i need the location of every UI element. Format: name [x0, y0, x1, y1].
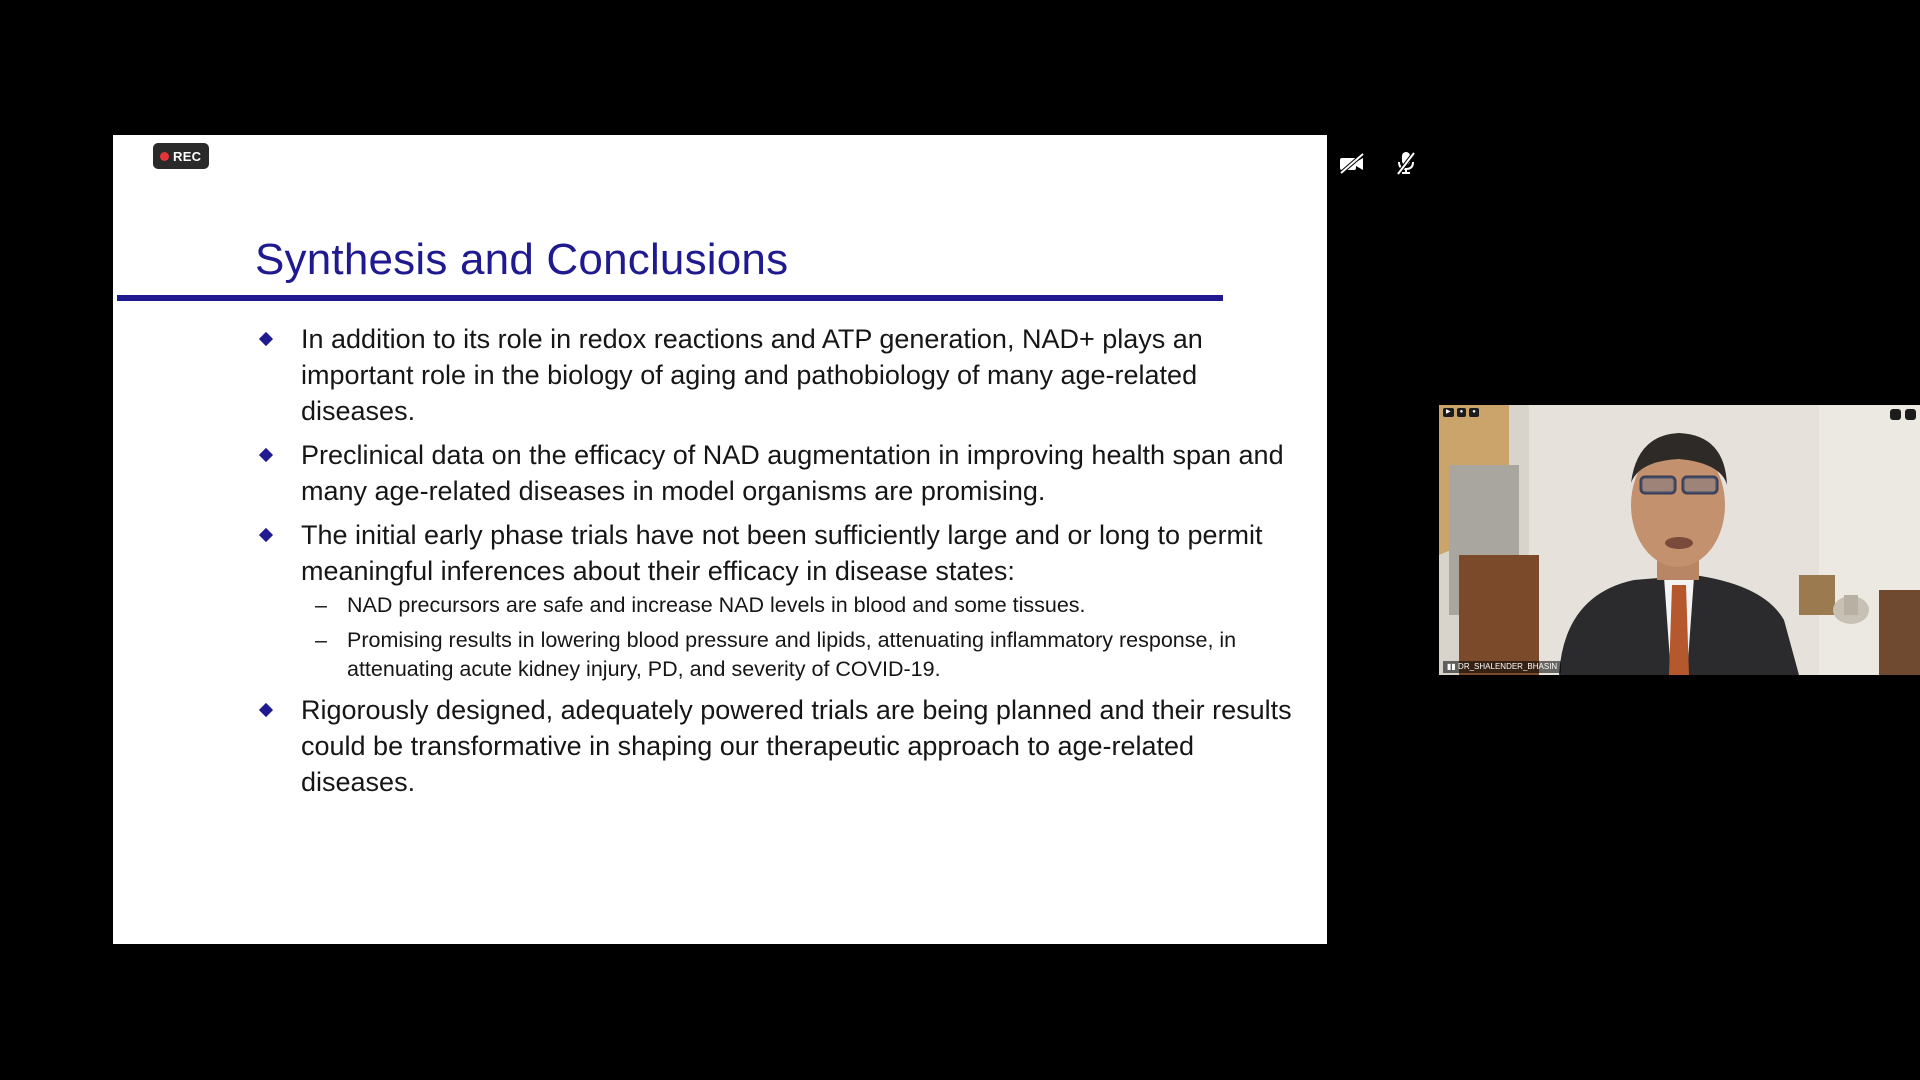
sub-bullet-text: Promising results in lowering blood pressure and lipids, attenuating inflammatory response, in attenuating acute kidney injury, PD, and severity of COVID-19.: [347, 628, 1237, 681]
tile-more-icon[interactable]: [1905, 409, 1916, 420]
bullet-text: Rigorously designed, adequately powered trials are being planned and their results could be transformative in shaping our therapeutic approach to age-related diseases.: [301, 695, 1292, 797]
tile-video-chip-icon: ▶: [1443, 408, 1454, 417]
bullet-text: The initial early phase trials have not been sufficiently large and or long to permit meaningful inferences about their efficacy in disease states:: [301, 520, 1263, 586]
video-off-icon[interactable]: [1335, 146, 1369, 180]
recording-label: REC: [173, 148, 202, 164]
diamond-bullet-icon: [259, 448, 273, 462]
tile-actions: [1890, 409, 1916, 420]
mic-muted-icon[interactable]: [1389, 146, 1423, 180]
sub-bullet-text: NAD precursors are safe and increase NAD levels in blood and some tissues.: [347, 593, 1086, 617]
sub-bullet-item: [301, 591, 1299, 620]
diamond-bullet-icon: [259, 703, 273, 717]
sub-bullet-list: [301, 591, 1299, 684]
slide-title: Synthesis and Conclusions: [255, 235, 789, 284]
sub-bullet-item: [301, 626, 1299, 684]
tile-status-chips: [1443, 408, 1479, 417]
dash-bullet: –: [315, 593, 327, 617]
title-underline: [117, 295, 1223, 301]
participant-name-label: [1443, 661, 1561, 673]
tile-rec-chip-icon: ●: [1469, 408, 1479, 417]
tile-pin-icon[interactable]: [1890, 409, 1901, 420]
shared-slide: [113, 135, 1327, 944]
bullet-item: [259, 517, 1299, 684]
bullet-item: [259, 692, 1299, 800]
participant-video-tile[interactable]: [1439, 405, 1920, 675]
diamond-bullet-icon: [259, 332, 273, 346]
bullet-item: [259, 321, 1299, 429]
bullet-item: [259, 437, 1299, 509]
record-dot-icon: [160, 152, 169, 161]
bullet-text: In addition to its role in redox reactions and ATP generation, NAD+ plays an important role in the biology of aging and pathobiology of many age-related diseases.: [301, 324, 1203, 426]
bullet-list: [259, 321, 1299, 808]
participant-name: DR_SHALENDER_BHASIN: [1458, 662, 1558, 671]
bullet-text: Preclinical data on the efficacy of NAD augmentation in improving health span and many age-related diseases in model organisms are promising.: [301, 440, 1284, 506]
diamond-bullet-icon: [259, 528, 273, 542]
recording-indicator: [153, 143, 209, 169]
dash-bullet: –: [315, 628, 327, 652]
signal-bars-icon: ▮▮: [1447, 662, 1456, 671]
participant-video-frame: [1439, 405, 1920, 675]
tile-mic-chip-icon: ●: [1457, 408, 1467, 417]
